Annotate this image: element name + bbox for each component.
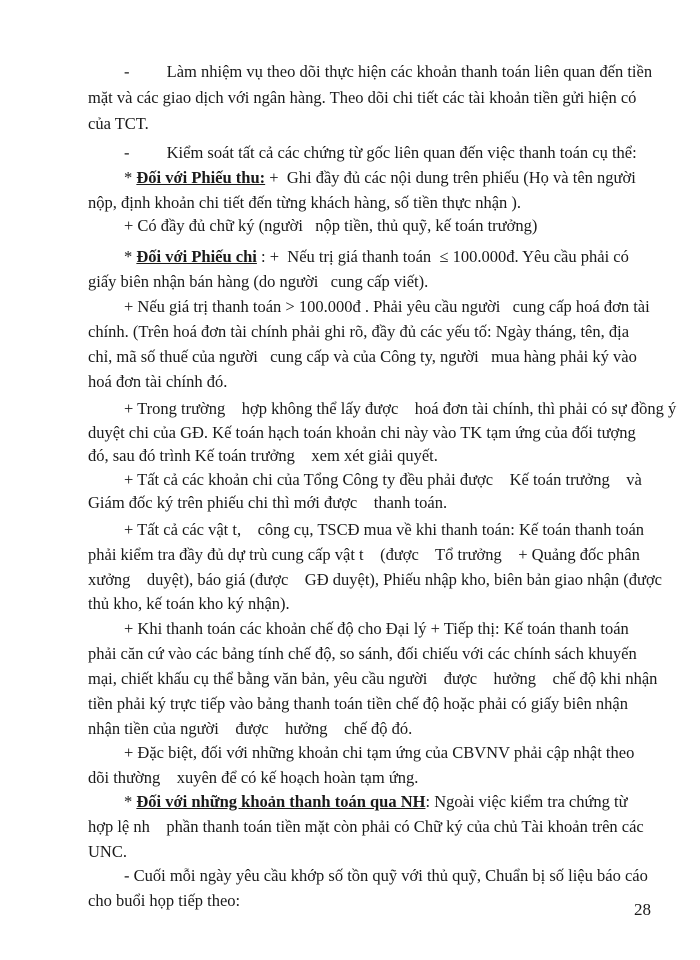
- text-line: + Tất cả các khoản chi của Tổng Công ty đều phải được Kế toán trưởng và: [124, 470, 642, 489]
- heading-line-thanh-toan-qua-nh: * Đối với những khoản thanh toán qua NH: Ngoài việc kiểm tra chứng từ: [124, 792, 628, 811]
- text-line: - Kiểm soát tất cả các chứng từ gốc liên quan đến việc thanh toán cụ thể:: [124, 143, 637, 162]
- text-line: thủ kho, kế toán kho ký nhận).: [88, 594, 290, 613]
- text-line: + Khi thanh toán các khoản chế độ cho Đại lý + Tiếp thị: Kế toán thanh toán: [124, 619, 629, 638]
- text-line: tiền phải ký trực tiếp vào bảng thanh toán tiền chế độ hoặc phải có giấy biên nhận: [88, 694, 628, 713]
- text-line: mặt và các giao dịch với ngân hàng. Theo dõi chi tiết các tài khoản tiền gửi hiện có: [88, 88, 637, 107]
- text-line: xưởng duyệt), báo giá (được GĐ duyệt), Phiếu nhập kho, biên bản giao nhận (được: [88, 570, 663, 589]
- text-line: + Nếu giá trị thanh toán > 100.000đ . Phải yêu cầu người cung cấp hoá đơn tài: [124, 297, 650, 316]
- heading-thanh-toan-qua-nh: Đối với những khoản thanh toán qua NH: [136, 792, 426, 811]
- text-line: đó, sau đó trình Kế toán trưởng xem xét giải quyết.: [88, 446, 438, 465]
- text-line: + Có đầy đủ chữ ký (người nộp tiền, thủ quỹ, kế toán trưởng): [124, 216, 538, 235]
- text-line: giấy biên nhận bán hàng (do người cung cấp viết).: [88, 272, 429, 291]
- heading-line-phieu-thu: * Đối với Phiếu thu: + Ghi đầy đủ các nội dung trên phiếu (Họ và tên người: [124, 168, 636, 187]
- text-line: dõi thường xuyên để có kế hoạch hoàn tạm ứng.: [88, 768, 419, 787]
- text-line: + Đặc biệt, đối với những khoản chi tạm ứng của CBVNV phải cập nhật theo: [124, 743, 635, 762]
- page-number: 28: [634, 900, 651, 919]
- text-line: - Cuối mỗi ngày yêu cầu khớp số tồn quỹ với thủ quỹ, Chuẩn bị số liệu báo cáo: [124, 866, 648, 885]
- text-line: hoá đơn tài chính đó.: [88, 372, 228, 391]
- text-line: mại, chiết khấu cụ thể bằng văn bản, yêu cầu người được hưởng chế độ khi nhận: [88, 669, 658, 688]
- heading-line-phieu-chi: * Đối với Phiếu chi : + Nếu trị giá thanh toán ≤ 100.000đ. Yêu cầu phải có: [124, 247, 629, 266]
- text-line: phải căn cứ vào các bảng tính chế độ, so sánh, đối chiếu với các chính sách khuyến: [88, 644, 637, 663]
- text-line: Giám đốc ký trên phiếu chi thì mới được thanh toán.: [88, 493, 448, 512]
- text-line: nhận tiền của người được hưởng chế độ đó.: [88, 719, 413, 738]
- heading-phieu-chi: Đối với Phiếu chi: [136, 247, 257, 266]
- heading-phieu-thu: Đối với Phiếu thu:: [136, 168, 266, 187]
- text-line: chỉ, mã số thuế của người cung cấp và của Công ty, người mua hàng phải ký vào: [88, 347, 637, 366]
- text-line: hợp lệ nh phần thanh toán tiền mặt còn phải có Chữ ký của chủ Tài khoản trên các: [88, 817, 644, 836]
- text-line: duyệt chi của GĐ. Kế toán hạch toán khoản chi này vào TK tạm ứng của đối tượng: [88, 423, 636, 442]
- text-line: của TCT.: [88, 114, 149, 133]
- text-line: + Trong trường hợp không thể lấy được hoá đơn tài chính, thì phải có sự đồng ý: [124, 399, 677, 418]
- text-line: nộp, định khoản chi tiết đến từng khách hàng, số tiền thực nhận ).: [88, 193, 522, 212]
- text-line: + Tất cả các vật t, công cụ, TSCĐ mua về khi thanh toán: Kế toán thanh toán: [124, 520, 645, 539]
- text-line: cho buổi họp tiếp theo:: [88, 891, 241, 910]
- text-line: UNC.: [88, 842, 127, 861]
- text-line: chính. (Trên hoá đơn tài chính phải ghi rõ, đầy đủ các yếu tố: Ngày tháng, tên, địa: [88, 322, 630, 341]
- text-line: - Làm nhiệm vụ theo dõi thực hiện các khoản thanh toán liên quan đến tiền: [124, 62, 653, 81]
- text-line: phải kiểm tra đầy đủ dự trù cung cấp vật t (được Tổ trưởng + Quảng đốc phân: [88, 545, 640, 564]
